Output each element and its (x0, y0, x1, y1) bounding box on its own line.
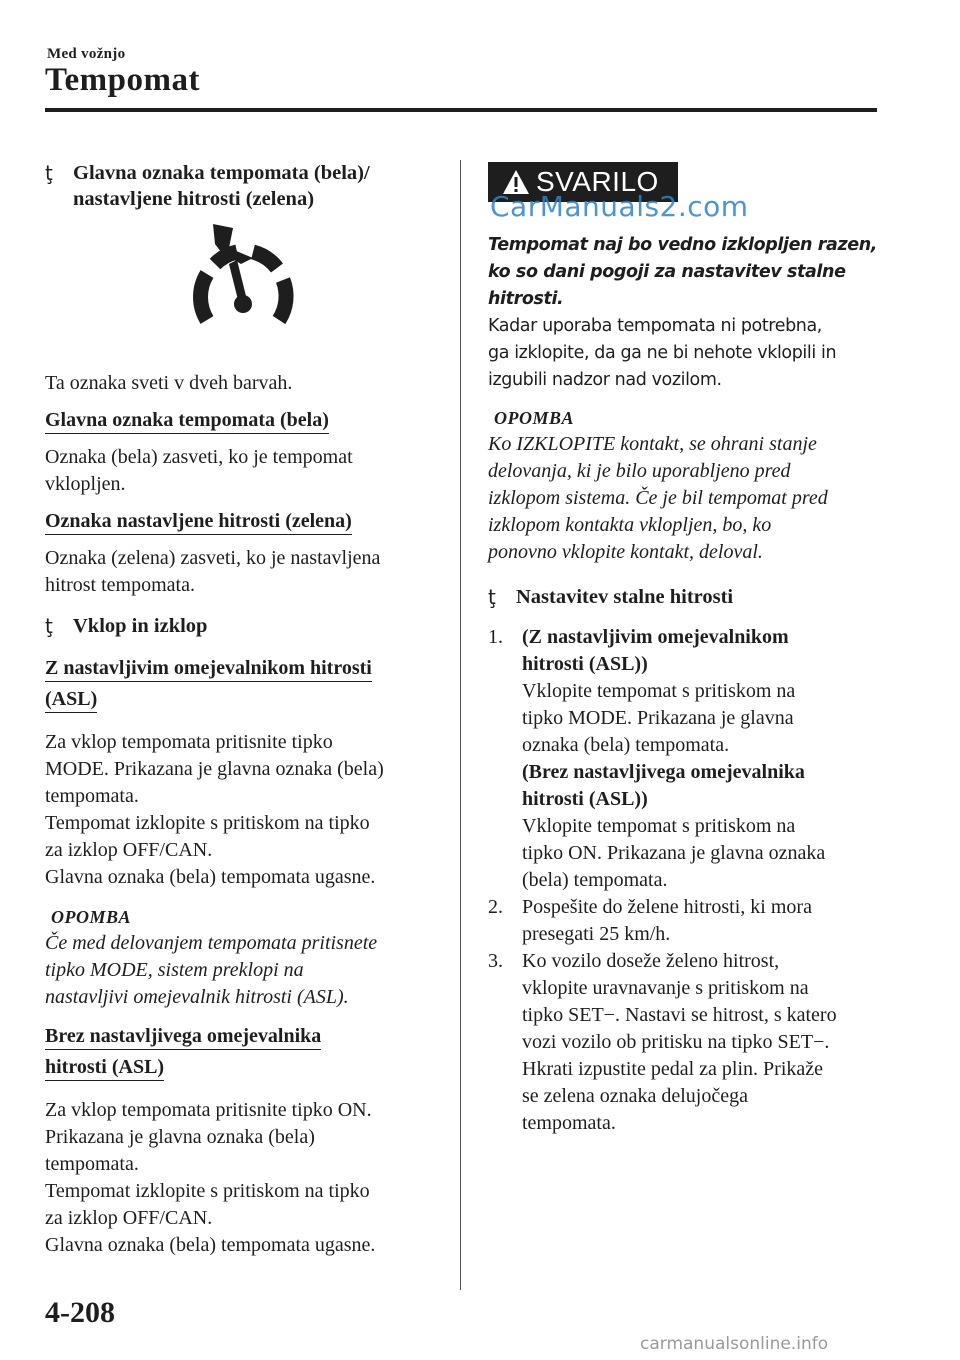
subheading-asl: Z nastavljivim omejevalnikom hitrosti (ASL) (45, 655, 437, 715)
list-line: Hkrati izpustite pedal za plin. Prikaže (522, 1058, 824, 1080)
heading-on-off: ţ Vklop in izklop (45, 614, 208, 638)
list-line: (Brez nastavljivega omejevalnika (522, 761, 805, 783)
list-line: oznaka (bela) tempomata. (522, 734, 730, 756)
note-label: OPOMBA (51, 907, 132, 927)
note-text: Če med delovanjem tempomata pritisnete tipko MODE, sistem preklopi na nastavljivi omejevalnik hitrosti (ASL). (45, 932, 378, 1008)
footer-watermark: carmanualsonline.info (640, 1334, 829, 1354)
list-item (488, 624, 888, 894)
list-line: tipko ON. Prikazana je glavna oznaka (522, 842, 826, 864)
list-line: presegati 25 km/h. (522, 923, 671, 945)
steps-list (488, 624, 888, 1137)
note-label: OPOMBA (494, 408, 575, 428)
list-line: vozi vozilo ob pritisku na tipko SET−. (522, 1031, 830, 1053)
list-line: Vklopite tempomat s pritiskom na (522, 815, 796, 837)
list-line: tempomata. (522, 1112, 616, 1134)
subheading-no-asl: Brez nastavljivega omejevalnika hitrosti (ASL) (45, 1023, 437, 1083)
right-column (488, 160, 888, 1137)
bullet-icon: ţ (45, 614, 53, 638)
paragraph: Oznaka (zelena) zasveti, ko je nastavljena hitrost tempomata. (45, 547, 381, 596)
page-title: Tempomat (45, 62, 200, 98)
list-number: 1. (488, 626, 503, 648)
list-line: tipko SET−. Nastavi se hitrost, s katero (522, 1004, 837, 1026)
list-line: Vklopite tempomat s pritiskom na (522, 680, 796, 702)
header-rule (45, 108, 877, 112)
list-line: tipko MODE. Prikazana je glavna (522, 707, 794, 729)
paragraph: Oznaka (bela) zasveti, ko je tempomat vklopljen. (45, 446, 353, 495)
warning-label: SVARILO (536, 166, 659, 197)
list-number: 3. (488, 950, 503, 972)
warning-body: Tempomat naj bo vedno izklopljen razen, ko so dani pogoji za nastavitev stalne hitrosti. Kadar uporaba tempomata ni potrebna, ga izklopite, da ga ne bi nehote vklopili in izgubili nadzor nad vozilom. (488, 235, 878, 390)
paragraph: Za vklop tempomata pritisnite tipko MODE. Prikazana je glavna oznaka (bela) tempomata. Tempomat izklopite s pritiskom na tipko za izklop OFF/CAN. Glavna oznaka (bela) tempomata ugasne. (45, 731, 384, 888)
list-item (488, 948, 888, 1137)
list-line: (Z nastavljivim omejevalnikom (522, 626, 789, 648)
header-section: Med vožnjo (47, 46, 126, 62)
list-line: (bela) tempomata. (522, 869, 668, 891)
paragraph: Ta oznaka sveti v dveh barvah. (45, 372, 293, 394)
list-line: hitrosti (ASL)) (522, 653, 648, 675)
bullet-icon: ţ (45, 161, 53, 185)
cruise-control-gauge-icon (45, 224, 437, 344)
heading-indicator: ţ Glavna oznaka tempomata (bela)/ nastavljene hitrosti (zelena) (45, 161, 370, 210)
list-line: hitrosti (ASL)) (522, 788, 648, 810)
list-line: se zelena oznaka delujočega (522, 1085, 748, 1107)
list-number: 2. (488, 896, 503, 918)
list-item (488, 894, 888, 948)
list-line: Pospešite do želene hitrosti, ki mora (522, 896, 812, 918)
list-body (522, 894, 812, 948)
list-line: vklopite uravnavanje s pritiskom na (522, 977, 809, 999)
subheading-white: Glavna oznaka tempomata (bela) (45, 407, 437, 434)
list-body (522, 624, 825, 894)
bullet-icon: ţ (488, 585, 496, 609)
column-divider (460, 160, 461, 1290)
list-line: Ko vozilo doseže želeno hitrost, (522, 950, 780, 972)
heading-set-speed: ţ Nastavitev stalne hitrosti (488, 585, 734, 609)
subheading-green: Oznaka nastavljene hitrosti (zelena) (45, 508, 437, 535)
watermark: CarManuals2.com (490, 190, 749, 223)
paragraph: Za vklop tempomata pritisnite tipko ON. Prikazana je glavna oznaka (bela) tempomata. Tempomat izklopite s pritiskom na tipko za izklop OFF/CAN. Glavna oznaka (bela) tempomata ugasne. (45, 1099, 376, 1256)
list-body (522, 948, 837, 1137)
left-column (45, 160, 437, 1269)
note-text: Ko IZKLOPITE kontakt, se ohrani stanje delovanja, ki je bilo uporabljeno pred izklopom sistema. Če je bil tempomat pred izklopom kontakta vklopljen, bo, ko ponovno vklopite kontakt, deloval. (488, 433, 828, 563)
page-number: 4-208 (45, 1296, 115, 1329)
